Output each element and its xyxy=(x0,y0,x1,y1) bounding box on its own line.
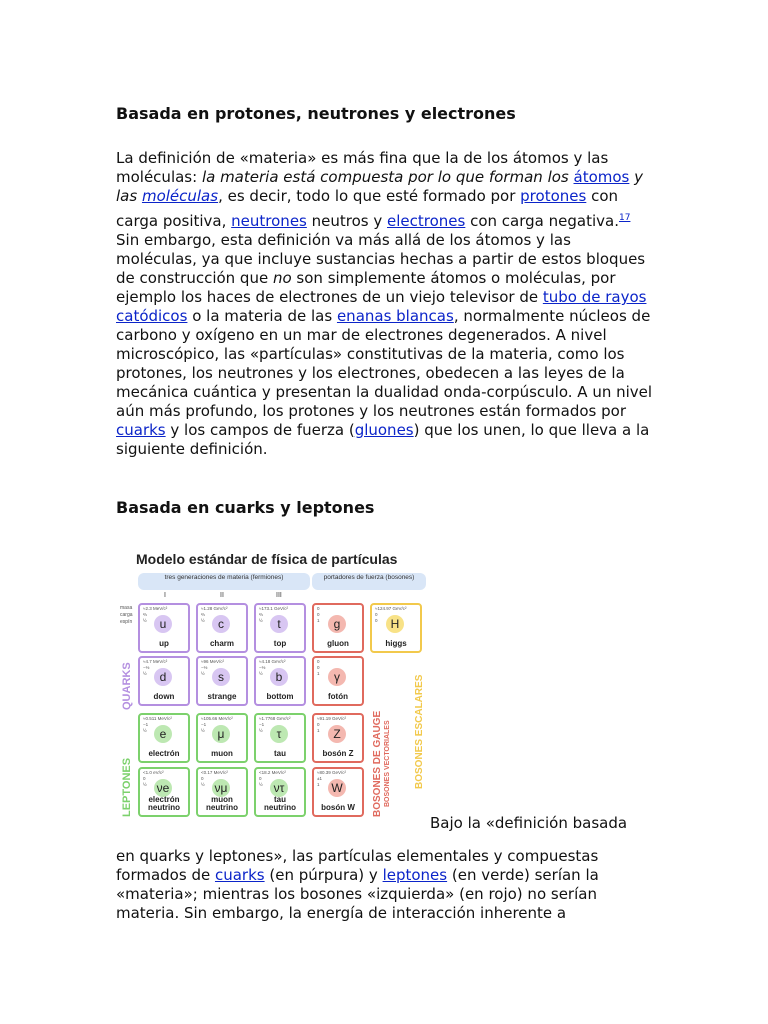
link-tubo-rayos-catodicos[interactable]: tubo de rayos catódicos xyxy=(116,288,647,325)
particle-properties: <1.0 eV/c² 0 ½ xyxy=(143,770,164,787)
text: con carga positiva, xyxy=(116,187,619,230)
particle-name: fotón xyxy=(328,692,348,701)
paragraph-cuarks xyxy=(116,847,656,923)
particle-properties: ≈0.511 MeV/c² −1 ½ xyxy=(143,716,172,733)
particle-cell xyxy=(196,713,248,763)
paragraph-protones xyxy=(116,149,656,459)
quarks-label: QUARKS xyxy=(121,662,133,710)
particle-name: top xyxy=(273,639,287,648)
particle-symbol: d xyxy=(154,668,172,686)
text: en quarks y leptones», las partículas elementales y compuestas formados de xyxy=(116,847,599,884)
text: , normalmente núcleos de carbono y oxígeno en un mar de electrones degenerados. A nivel microscópico, las «partículas» constitutivas de la materia, como los protones, los neutrones y los electrones, obedecen a las leyes de la mecánica cuántica y presentan la dualidad onda-corpúsculo. A un nivel aún más profundo, los protones y los neutrones están formados por xyxy=(116,307,653,420)
text: , es decir, todo lo que esté formado por xyxy=(218,187,521,205)
particle-name: gluon xyxy=(327,639,349,648)
gauge-bosons-label: BOSONES DE GAUGE xyxy=(372,710,383,817)
generation-label: II xyxy=(220,592,224,599)
particle-name: strange xyxy=(207,692,237,701)
particle-symbol: g xyxy=(328,615,346,633)
particle-name: bottom xyxy=(266,692,294,701)
particle-properties: ≈1.28 GeV/c² ⅔ ½ xyxy=(201,606,228,623)
particle-cell xyxy=(312,656,364,706)
italic-text: la materia está compuesta por lo que forman los xyxy=(201,168,574,186)
particle-symbol: νe xyxy=(154,779,172,797)
text: son simplemente átomos o moléculas, por ejemplo los haces de electrones de un viejo televisor de xyxy=(116,269,616,306)
link-neutrones[interactable]: neutrones xyxy=(231,212,307,230)
particle-cell xyxy=(138,656,190,706)
particle-name: electrón xyxy=(148,749,180,758)
particle-properties: 0 0 1 xyxy=(317,606,320,623)
particle-name: electrón neutrino xyxy=(148,795,180,812)
particle-name: bosón W xyxy=(321,803,355,812)
particle-properties: ≈173.1 GeV/c² ⅔ ½ xyxy=(259,606,288,623)
particle-cell xyxy=(254,603,306,653)
particle-symbol: Z xyxy=(328,725,346,743)
particle-symbol: u xyxy=(154,615,172,633)
particle-symbol: τ xyxy=(270,725,288,743)
header-bosons: portadores de fuerza (bosones) xyxy=(312,573,426,590)
particle-symbol: b xyxy=(270,668,288,686)
row-label: carga xyxy=(120,612,133,618)
particle-properties: 0 0 1 xyxy=(317,659,320,676)
particle-name: bosón Z xyxy=(322,749,354,758)
standard-model-figure xyxy=(116,545,436,825)
particle-cell xyxy=(254,656,306,706)
particle-properties: ≈80.39 GeV/c² ±1 1 xyxy=(317,770,346,787)
particle-cell xyxy=(138,767,190,817)
particle-properties: ≈2.3 MeV/c² ⅔ ½ xyxy=(143,606,168,623)
particle-cell xyxy=(254,767,306,817)
particle-name: tau xyxy=(274,749,286,758)
particle-symbol: ντ xyxy=(270,779,288,797)
particle-properties: ≈91.19 GeV/c² 0 1 xyxy=(317,716,346,733)
text: neutros y xyxy=(306,212,388,230)
figure-title: Modelo estándar de física de partículas xyxy=(136,551,398,567)
particle-cell xyxy=(196,603,248,653)
generation-label: I xyxy=(164,592,166,599)
link-protones[interactable]: protones xyxy=(520,187,587,205)
particle-cell xyxy=(138,603,190,653)
leptons-label: LEPTONES xyxy=(121,757,133,817)
particle-symbol: W xyxy=(328,779,346,797)
header-fermions: tres generaciones de materia (fermiones) xyxy=(138,573,310,590)
link-leptones[interactable]: leptones xyxy=(382,866,448,884)
particle-symbol: s xyxy=(212,668,230,686)
particle-symbol: μ xyxy=(212,725,230,743)
link-atomos[interactable]: átomos xyxy=(573,168,630,186)
particle-properties: ≈4.18 GeV/c² −⅓ ½ xyxy=(259,659,286,676)
particle-symbol: H xyxy=(386,615,404,633)
particle-name: higgs xyxy=(385,639,407,648)
particle-name: up xyxy=(159,639,169,648)
particle-properties: ≈4.7 MeV/c² −⅓ ½ xyxy=(143,659,168,676)
particle-symbol: νμ xyxy=(212,779,230,797)
text: y los campos de fuerza ( xyxy=(165,421,355,439)
row-label: espín xyxy=(120,619,133,625)
particle-name: charm xyxy=(209,639,234,648)
particle-name: tau neutrino xyxy=(264,795,296,812)
particle-name: muon xyxy=(211,749,233,758)
italic-text: no xyxy=(272,269,292,287)
particle-properties: ≈96 MeV/c² −⅓ ½ xyxy=(201,659,224,676)
italic-text: y las xyxy=(116,168,644,205)
link-cuarks[interactable]: cuarks xyxy=(116,421,166,439)
particle-cell xyxy=(138,713,190,763)
vector-bosons-label: BOSONES VECTORIALES xyxy=(384,720,391,807)
particle-cell xyxy=(312,713,364,763)
particle-symbol: γ xyxy=(328,668,346,686)
particle-symbol: t xyxy=(270,615,288,633)
generation-label: III xyxy=(276,592,282,599)
particle-name: down xyxy=(153,692,175,701)
particle-properties: ≈105.66 MeV/c² −1 ½ xyxy=(201,716,233,733)
text: o la materia de las xyxy=(187,307,337,325)
particle-properties: ≈124.97 GeV/c² 0 0 xyxy=(375,606,407,623)
link-enanas-blancas[interactable]: enanas blancas xyxy=(336,307,454,325)
particle-name: muon neutrino xyxy=(206,795,238,812)
particle-cell xyxy=(196,767,248,817)
link-gluones[interactable]: gluones xyxy=(354,421,414,439)
particle-symbol: e xyxy=(154,725,172,743)
particle-cell xyxy=(312,603,364,653)
text: con carga negativa. xyxy=(465,212,619,230)
figure-caption: Bajo la «definición basada xyxy=(430,814,628,832)
section-heading-cuarks: Basada en cuarks y leptones xyxy=(116,498,375,517)
text: Sin embargo, esta definición va más allá de los átomos y las moléculas, ya que incluye sustancias hechas a partir de estos bloques de construcción que xyxy=(116,231,646,287)
section-heading-protones: Basada en protones, neutrones y electrones xyxy=(116,104,516,123)
particle-cell xyxy=(370,603,422,653)
particle-properties: <0.17 MeV/c² 0 ½ xyxy=(201,770,228,787)
particle-symbol: c xyxy=(212,615,230,633)
text: ) que los unen, lo que lleva a la siguiente definición. xyxy=(116,421,650,458)
scalar-bosons-label: BOSONES ESCALARES xyxy=(414,674,425,789)
particle-properties: <18.2 MeV/c² 0 ½ xyxy=(259,770,286,787)
link-cuarks-2[interactable]: cuarks xyxy=(214,866,265,884)
reference-17[interactable]: 17 xyxy=(618,213,631,223)
particle-properties: ≈1.7768 GeV/c² −1 ½ xyxy=(259,716,291,733)
text: La definición de «materia» es más fina que la de los átomos y las moléculas: xyxy=(116,149,609,186)
link-electrones[interactable]: electrones xyxy=(387,212,466,230)
text: (en púrpura) y xyxy=(264,866,383,884)
particle-cell xyxy=(312,767,364,817)
text: (en verde) serían la «materia»; mientras los bosones «izquierda» (en rojo) no serían materia. Sin embargo, la energía de interacción inherente a xyxy=(116,866,599,922)
particle-cell xyxy=(196,656,248,706)
row-label: masa xyxy=(120,605,133,611)
particle-cell xyxy=(254,713,306,763)
link-moleculas[interactable]: moléculas xyxy=(141,187,219,205)
